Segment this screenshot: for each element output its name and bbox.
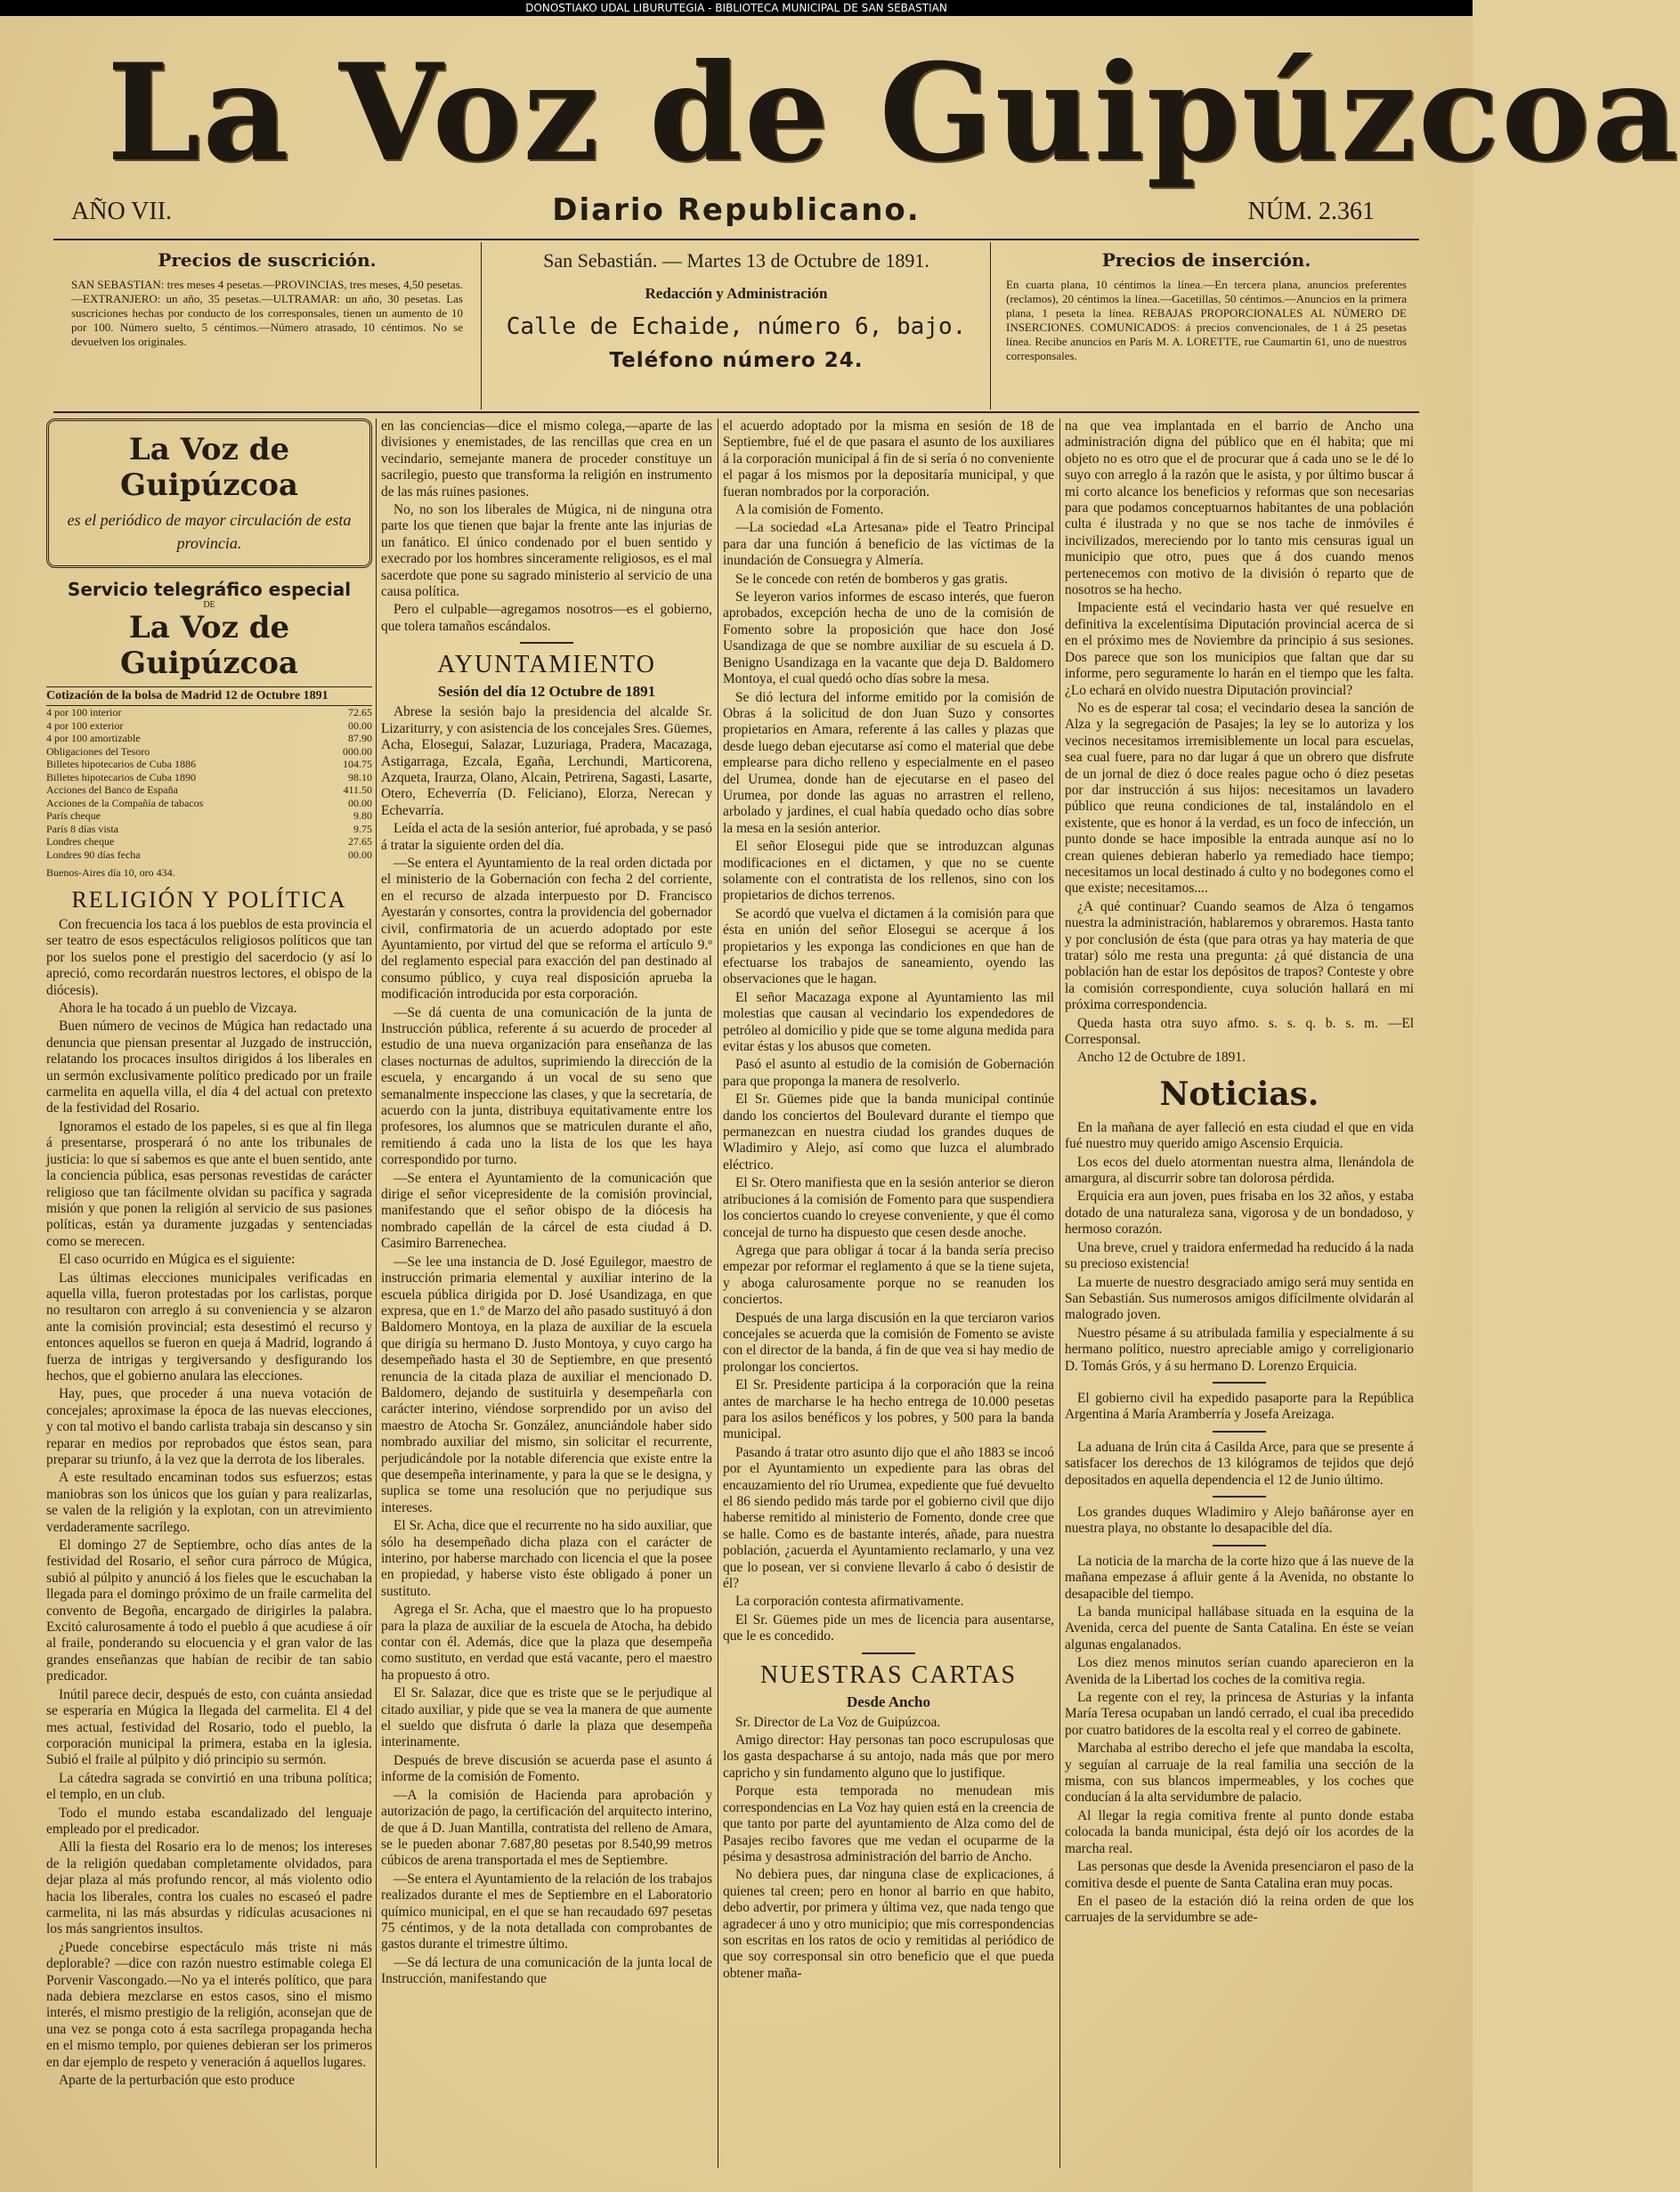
article-paragraph: Hay, pues, que proceder á una nueva votación de concejales; aproximase la época de las nuevas elecciones, y con tal motivo el bando carlista trabaja sin descanso y sin reparar en medios por reprobados que éstos sean, para preparar su triunfo, á la vez que la derrota de los liberales.	[46, 1386, 372, 1467]
news-item: La aduana de Irún cita á Casilda Arce, para que se presente á satisfacer los derechos de 13 kilógramos de tejidos que dejó depositados en aquella dependencia el 12 de Junio último.	[1065, 1439, 1414, 1488]
article-paragraph: Ancho 12 de Octubre de 1891.	[1077, 1050, 1246, 1066]
article-paragraph: Sr. Director de La Voz de Guipúzcoa.	[735, 1714, 941, 1730]
quote-name: Billetes hipotecarios de Cuba 1886	[46, 758, 196, 770]
phone-number: Teléfono número 24.	[609, 349, 864, 372]
quote-row	[46, 835, 372, 848]
issue-number: NÚM. 2.361	[1247, 198, 1375, 225]
article-paragraph: —Se lee una instancia de D. José Eguilegor, maestro de instrucción primaria elemental y auxiliar interino de la escuela pública dirigida por D. José Usandizaga, en que expresa, que en 1.º de Marzo del año pasado sustituyó á don Baldomero Montoya, en la plaza de auxiliar de la escuela que dirigía su hermano D. Justo Montoya, y cuyo cargo ha desempeñado hasta el 30 de Septiembre, en que presentó renuncia de la citada plaza de auxiliar el mencionado D. Baldomero, dejando de sustituirla y desempeñarla con carácter interino, viéndose sorprendido por un aviso del maestro de Atocha Sr. González, anunciándole haber sido nombrado auxiliar del mismo, sin solicitar el recurrente, perjudicándole por la notable diferencia que existe entre la que desempeña interinamente, y para la que se le designa, y suplica se tome una resolución que no perjudique sus intereses.	[381, 1254, 712, 1515]
article-paragraph: Después de breve discusión se acuerda pase el asunto á informe de la comisión de Fomento.	[381, 1752, 712, 1785]
article-paragraph: El domingo 27 de Septiembre, ocho días antes de la festividad del Rosario, el señor cura párroco de Múgica, subió al púlpito y anunció á los fieles que le escuchaban la llegada para el domingo próximo de un fraile carmelita del convento de Begoña, encargado de dirigirles la palabra. Excitó calurosamente á todo el pueblo á que acudiese á oír al fraile, ponderando su elocuencia y el gran valor de las grandes enseñanzas que habían de recibir de tan sabio predicador.	[46, 1538, 372, 1685]
article-paragraph: Buen número de vecinos de Múgica han redactado una denuncia que piensan presentar al Juzgado de instrucción, relatando los procaces insultos dirigidos á los liberales en un sermón exclusivamente político predicado por un fraile carmelita en aquella villa, el día 4 del actual con pretexto de la festividad del Rosario.	[46, 1019, 372, 1116]
article-paragraph: Pasando á tratar otro asunto dijo que el año 1883 se incoó por el Ayuntamiento un expediente para las obras del encauzamiento del río Urumea, expediente que fué devuelto el 86 siendo pedido más tarde por el gobierno civil que dijo haberse remitido al ministerio de Fomento, donde cree que se halle. Como es de bastante interés, añade, para nuestra población, ¿acuerda el Ayuntamiento reclamarlo, y una vez que lo posean, ver si conviene llevarlo á cabo ó desistir de él?	[723, 1444, 1054, 1592]
header-divider	[481, 242, 482, 410]
column-3	[723, 418, 1054, 2168]
quote-value: 9.75	[353, 822, 372, 835]
article-paragraph: El Sr. Güemes pide un mes de licencia para ausentarse, que le es concedido.	[723, 1612, 1054, 1644]
quote-value: 9.80	[353, 809, 372, 822]
section-separator	[520, 642, 573, 644]
article-paragraph: El Sr. Presidente participa á la corporación que la reina antes de marcharse le ha hecho entrega de 10.000 pesetas para los asilos benéficos y los pobres, y 500 para la banda municipal.	[723, 1377, 1054, 1442]
quote-table	[46, 706, 372, 861]
quote-row	[46, 797, 372, 810]
quote-name: Londres cheque	[46, 835, 115, 848]
news-item: Los diez menos minutos serían cuando aparecieron en la Avenida de la Libertad los coches de la comitiva regia.	[1065, 1655, 1414, 1687]
promo-title: La Voz de Guipúzcoa	[120, 432, 298, 503]
article-paragraph: El Sr. Güemes pide que la banda municipal continúe dando los conciertos del Boulevard durante el tiempo que permanezcan en nuestra ciudad los grandes duques de Wladimiro y Alejo, así como que luzca el alumbrado eléctrico.	[723, 1092, 1054, 1173]
quote-value: 00.00	[348, 796, 372, 809]
article-paragraph: Impaciente está el vecindario hasta ver qué resuelve en definitiva la excelentísima Diputación provincial acerca de si en el próximo mes de Noviembre da principio á sus sesiones. Dos parece que son los municipios que faltan que dar su informe, pero seguramente lo harán en el tiempo que les falta. ¿Lo echará en olvido nuestra Diputación provincial?	[1065, 600, 1414, 698]
article-paragraph: Allí la fiesta del Rosario era lo de menos; los intereses de la religión quedaban completamente olvidados, para dejar plaza al más profundo rencor, al más violento odio hacia los liberales, contra los cuales no escaseó el padre carmelita, ni las más absurdas y ridículas acusaciones ni los más sangrientos insultos.	[46, 1839, 372, 1937]
article-paragraph: Queda hasta otra suyo afmo. s. s. q. b. s. m. —El Corresponsal.	[1065, 1015, 1414, 1048]
article-paragraph: —A la comisión de Hacienda para aprobación y autorización de pago, la certificación del arquitecto interino, de que á D. Juan Mantilla, contratista del relleno de Amara, se le pueden abonar 7.687,80 pesetas por 8.540,99 metros cúbicos de arena transportada el mes de Septiembre.	[381, 1787, 712, 1869]
quote-value: 104.75	[343, 758, 372, 770]
quote-row	[46, 706, 372, 719]
column-1	[46, 418, 372, 2168]
admin-label: Redacción y Administración	[645, 285, 828, 302]
column-4	[1065, 418, 1414, 2168]
insertion-title: Precios de inserción.	[1101, 249, 1311, 271]
article-paragraph: —Se entera el Ayuntamiento de la comunicación que dirige el señor vicepresidente de la comisión provincial, manifestando que el señor obispo de la diócesis ha nombrado capellán de la cárcel de esta ciudad á D. Casimiro Barrenechea.	[381, 1170, 712, 1252]
session-title: Sesión del día 12 Octubre de 1891	[437, 683, 656, 701]
masthead-title: La Voz de Guipúzcoa	[107, 35, 1680, 191]
article-paragraph: —Se dá lectura de una comunicación de la junta local de Instrucción, manifestando que	[381, 1954, 712, 1987]
news-item: En la mañana de ayer falleció en esta ciudad el que en vida fué nuestro muy querido amigo Ascensio Erquicia.	[1065, 1119, 1414, 1152]
section-title-ayuntamiento: AYUNTAMIENTO	[437, 651, 656, 679]
article-paragraph: Aparte de la perturbación que esto produce	[59, 2073, 295, 2089]
quote-name: 4 por 100 interior	[46, 706, 122, 718]
article-paragraph: Ahora le ha tocado á un pueblo de Vizcaya.	[59, 1001, 297, 1017]
quote-row	[46, 771, 372, 784]
article-paragraph: Después de una larga discusión en la que terciaron varios concejales se acuerda que la comisión de Fomento se aviste con el director de la banda, á fin de que vea si hay medio de prolongar los conciertos.	[723, 1310, 1054, 1375]
promo-subtitle: es el periódico de mayor circulación de esta provincia.	[67, 511, 352, 552]
news-item: Marchaba al estribo derecho el jefe que mandaba la escolta, y seguían al carruaje de la real familia una sección de la misma, con sus blancos impermeables, y los coches que conducían á la alta servidumbre de palacio.	[1065, 1741, 1414, 1806]
quote-name: Billetes hipotecarios de Cuba 1890	[46, 770, 196, 783]
article-paragraph: Abrese la sesión bajo la presidencia del alcalde Sr. Lizariturry, y con asistencia de los concejales Sres. Güemes, Acha, Elosegui, Salazar, Luzuriaga, Pradera, Macazaga, Astigarraga, Ezcala, Egaña, Lerchundi, Marticorena, Azqueta, Iraurza, Olano, Alcain, Petrirena, Sagasti, Lasarte, Otero, Echeverría (D. Feliciano), Elorza, Nerecan y Echevarría.	[381, 704, 712, 818]
article-paragraph: ¿A qué continuar? Cuando seamos de Alza ó tengamos nuestra la administración, hablaremos y obraremos. Hasta tanto y por conclusión de ésta (que para otras ya hay materia de que tratar) sólo me resta una pregunta: ¿á qué distancia de una población han de estar los depósitos de trapos? Conteste y obre la comisión correspondiente, cuya solución hallará en mi próxima correspondencia.	[1065, 898, 1414, 1013]
news-item: Al llegar la regia comitiva frente al punto donde estaba colocada la banda municipal, ésta dejó oír los acordes de la marcha real.	[1065, 1807, 1414, 1856]
news-item: El gobierno civil ha expedido pasaporte para la República Argentina á María Aramberría y Josefa Areizaga.	[1065, 1390, 1414, 1423]
article-paragraph: Agrega el Sr. Acha, que el maestro que lo ha propuesto para la plaza de auxiliar de la escuela de Atocha, ha debido contar con él. Además, dice que la plaza que desempeña como sustituto, en verdad que está vacante, pero el maestro ha propuesto á otro.	[381, 1602, 712, 1683]
article-paragraph: El caso ocurrido en Múgica es el siguiente:	[59, 1252, 296, 1268]
news-item: Erquicia era aun joven, pues frisaba en los 32 años, y estaba dotado de una naturaleza sana, vigorosa y de un bondadoso, y hermoso corazón.	[1065, 1189, 1414, 1238]
article-paragraph: —La sociedad «La Artesana» pide el Teatro Principal para dar una función á beneficio de las víctimas de la inundación de Consuegra y Almería.	[723, 520, 1054, 569]
archive-banner: DONOSTIAKO UDAL LIBURUTEGIA - BIBLIOTECA MUNICIPAL DE SAN SEBASTIAN	[0, 0, 1473, 16]
article-paragraph: Pero el culpable—agregamos nosotros—es el gobierno, que tolera tamaños escándalos.	[381, 602, 712, 634]
news-separator	[1213, 1431, 1266, 1433]
header-rule	[53, 411, 1419, 413]
article-paragraph: La cátedra sagrada se convirtió en una tribuna política; el templo, en un club.	[46, 1770, 372, 1803]
article-paragraph: —Se dá cuenta de una comunicación de la junta de Instrucción pública, referente á su acuerdo de proceder al estudio de una nueva organización para enseñanza de las clases nocturnas de adultos, suprimiendo la dirección de la escuela, y encargando á un vocal de su seno que semanalmente inspeccione las clases, y que la secretaría, de acuerdo con la junta, distribuya equitativamente entre los profesores, los alumnos que se matriculen durante el año, remitiendo á cada uno la lista de los que les haya correspondido por turno.	[381, 1004, 712, 1168]
article-paragraph: Con frecuencia los taca á los pueblos de esta provincia el ser teatro de esos espectáculos religiosos políticos que tan por los suelos pone el prestigio del sacerdocio (y así lo apreció, como recordarán nuestros lectores, el obispo de la diócesis).	[46, 917, 372, 998]
article-paragraph: —Se entera el Ayuntamiento de la relación de los trabajos realizados durante el mes de Septiembre en el Laboratorio químico municipal, en el que se han recaudado 697 pesetas 75 céntimos, y de la nota detallada con comprobantes de gastos durante el trimestre último.	[381, 1871, 712, 1953]
insertion-text: En cuarta plana, 10 céntimos la línea.—En tercera plana, anuncios preferentes (reclamos), 20 céntimos la línea.—Gacetillas, 50 céntimos.—Anuncios en la primera plana, 1 peseta la línea. REBAJAS PROPORCIONALES AL NÚMERO DE INSERCIONES. COMUNICADOS: á precios convencionales, de 1 á 25 pesetas línea. Recibe anuncios en París M. A. LORETTE, rue Caumartin 61, uno de nuestros corresponsales.	[1006, 278, 1407, 362]
section-separator	[862, 1652, 915, 1654]
news-item: Los grandes duques Wladimiro y Alejo bañáronse ayer en nuestra playa, no obstante lo desapacible del día.	[1065, 1504, 1414, 1537]
quote-value: 98.10	[348, 770, 372, 783]
article-paragraph: Ignoramos el estado de los papeles, si es que al fin llega á presentarse, prosperará ó no ante los tribunales de justicia: lo que sí sabemos es que ante el buen sentido, ante la conciencia pública, esas personas revestidas de carácter religioso que tan fácilmente olvidan su pacífica y sagrada misión y que ponen la religión al servicio de sus pasiones políticas, están ya duramente juzgadas y sentenciadas como se merecen.	[46, 1118, 372, 1249]
header-rule	[53, 239, 1419, 240]
center-info-box	[499, 249, 974, 410]
quote-name: Acciones de la Compañía de tabacos	[46, 796, 204, 809]
news-item: La muerte de nuestro desgraciado amigo será muy sentida en San Sebastián. Sus numerosos amigos difícilmente olvidarán al malogrado joven.	[1065, 1274, 1414, 1323]
quote-row	[46, 745, 372, 759]
article-paragraph: No debiera pues, dar ninguna clase de explicaciones, á quienes tal creen; pero en honor al barrio en que habito, debo advertir, por primera y última vez, que nada tengo que agradecer á uno y otro municipio; que mis correspondencias son escritas en los ratos de ocio y remitidas al periódico de que soy corresponsal sin otro beneficio que el que pueda obtener maña-	[723, 1867, 1054, 1981]
masthead-subtitle: Diario Republicano.	[552, 192, 921, 228]
quote-row	[46, 732, 372, 745]
article-paragraph: —Se entera el Ayuntamiento de la real orden dictada por el ministerio de la Gobernación con fecha 2 del corriente, en el recurso de alzada interpuesto por D. Francisco Ayestarán y consortes, contra la providencia del gobernador civil, confirmatoria de un acuerdo adoptado por este Ayuntamiento, por virtud del que se reforma el artículo 9.º del reglamento especial para exacción del pan destinado al consumo público, y cuya real disposición aprueba la modificación introducida por esta corporación.	[381, 855, 712, 1003]
quote-value: 000.00	[343, 744, 372, 758]
article-paragraph: Las últimas elecciones municipales verificadas en aquella villa, fueron protestadas por los carlistas, porque no resultaron con arreglo á su conveniencia y se alzaron ante la comisión provincial; esta desestimó el recurso y entonces aquellos se fueron en queja á Madrid, logrando á fuerza de intrigas y tergiversando y desfigurando los hechos, que el gobierno anulara las elecciones.	[46, 1270, 372, 1384]
article-paragraph: Agrega que para obligar á tocar á la banda sería preciso empezar por reformar el reglamento á que se la tiene sujeta, y aboga calurosamente porque no se reanuden los conciertos.	[723, 1242, 1054, 1308]
news-item: Los ecos del duelo atormentan nuestra alma, llenándola de amargura, al discurrir sobre tan dolorosa pérdida.	[1065, 1154, 1414, 1187]
article-paragraph: El señor Macazaga expone al Ayuntamiento las mil molestias que causan al vecindario los expendedores de petróleo al domicilio y pide que se tome alguna medida para evitar éstas y los abusos que cometen.	[723, 989, 1054, 1055]
article-paragraph: el acuerdo adoptado por la misma en sesión de 18 de Septiembre, fué el de que pasara el asunto de los auxiliares á la corporación municipal á fin de si sería ó no conveniente el pagar á los mismos por la depositaría municipal, y que fueran nombrados por la corporación.	[723, 418, 1054, 499]
column-divider	[376, 418, 377, 2168]
news-item: Una breve, cruel y traidora enfermedad ha reducido á la nada su precioso existencia!	[1065, 1239, 1414, 1272]
article-paragraph: Leída el acta de la sesión anterior, fué aprobada, y se pasó á tratar la siguiente orden del día.	[381, 821, 712, 853]
article-paragraph: No es de esperar tal cosa; el vecindario desea la sanción de Alza y la segregación de Pasajes; la ley se lo autoriza y los vecinos necesitamos irremisiblemente un local para escuelas, sea cual fuere, para no dar lugar á que un obrero que disfrute de un jornal de diez ó doce reales pague ocho ó diez pesetas por dar instrucción á sus hijos: necesitamos un lavadero público que reuna condiciones de tal, instalándolo en el existente, que es honor á la verdad, es un foco de infección, un punto donde se hace imposible la entrada aunque así no lo crean quienes debieran haberlo ya remediado hace tiempo; necesitamos un local destinado á culto y no bodegones como el que existe; necesitamos....	[1065, 700, 1414, 897]
quote-row	[46, 719, 372, 733]
quote-table-title: Cotización de la bolsa de Madrid 12 de Octubre 1891	[46, 686, 372, 706]
subscription-text: SAN SEBASTIAN: tres meses 4 pesetas.—PROVINCIAS, tres meses, 4,50 pesetas.—EXTRANJERO: un año, 35 pesetas.—ULTRAMAR: un año, 30 pesetas. Las suscriciones hechas por conducto de los corresponsales, tienen un aumento de 10 por 100. Número suelto, 5 céntimos.—Número atrasado, 10 céntimos. No se devuelven los originales.	[71, 278, 463, 348]
news-separator	[1213, 1496, 1266, 1498]
news-separator	[1213, 1545, 1266, 1547]
article-paragraph: Se acordó que vuelva el dictamen á la comisión para que ésta en unión del señor Elosegui se acerque á los propietarios y les exponga las condiciones en que han de efectuarse los trabajos de saneamiento, oyendo las observaciones que le hagan.	[723, 905, 1054, 987]
article-paragraph: Inútil parece decir, después de esto, con cuánta ansiedad se esperaría en Múgica la llegada del carmelita. El 4 del mes actual, festividad del Rosario, todo el pueblo, la corporación municipal la primera, estaba en la iglesia. Subió el fraile al púlpito y dió principio su sermón.	[46, 1686, 372, 1768]
quote-name: 4 por 100 exterior	[46, 718, 124, 732]
news-item: Nuestro pésame á su atribulada familia y especialmente á su hermano político, nuestro apreciable amigo y correligionario D. Tomás Grós, y á su hermano D. Lorenzo Erquicia.	[1065, 1325, 1414, 1374]
office-address: Calle de Echaide, número 6, bajo.	[506, 313, 967, 340]
article-paragraph: El Sr. Acha, dice que el recurrente no ha sido auxiliar, que sólo ha desempeñado dicha plaza con el carácter de interino, por haberse marchado con licencia el que la posee en propiedad, y haberse visto éste obligado á poner un sustituto.	[381, 1518, 712, 1599]
article-paragraph: El Sr. Otero manifiesta que en la sesión anterior se dieron atribuciones á la comisión de Fomento para que suspendiera los conciertos cuando lo creyese conveniente, y que él como concejal de turno ha dispuesto que cesen desde anoche.	[723, 1175, 1054, 1240]
news-item: La noticia de la marcha de la corte hizo que á las nueve de la mañana empezase á afluir gente á la Avenida, no obstante lo desapacible del tiempo.	[1065, 1553, 1414, 1602]
news-item: La regente con el rey, la princesa de Asturias y la infanta María Teresa ocupaban un landó cerrado, el cual iba precedido por cuatro batidores de la escolta real y el correo de gabinete.	[1065, 1690, 1414, 1738]
article-paragraph: Amigo director: Hay personas tan poco escrupulosas que los gasta despacharse á su antojo, nada más que por mero capricho y sin fundamento alguno que lo justifique.	[723, 1733, 1054, 1781]
letters-origin: Desde Ancho	[847, 1693, 930, 1710]
quote-row	[46, 848, 372, 862]
quote-value: 00.00	[348, 848, 372, 861]
quote-name: Londres 90 días fecha	[46, 848, 141, 861]
quote-name: París 8 días vista	[46, 822, 118, 835]
quote-row	[46, 758, 372, 771]
telegraph-title: La Voz de Guipúzcoa	[120, 610, 298, 681]
quote-value: 72.65	[348, 706, 372, 718]
article-paragraph: Se le concede con retén de bomberos y gas gratis.	[735, 571, 1008, 587]
year-label: AÑO VII.	[71, 198, 173, 225]
subscription-title: Precios de suscrición.	[158, 249, 377, 271]
section-title-religion: RELIGIÓN Y POLÍTICA	[71, 887, 347, 913]
issue-date: San Sebastián. — Martes 13 de Octubre de 1891.	[543, 249, 929, 272]
article-paragraph: No, no son los liberales de Múgica, ni de ninguna otra parte los que tienen que bajar la frente ante las injurias de un fanático. El único condenado por el buen sentido y execrado por los hombres sinceramente religiosos, es el mal sacerdote que pone su sagrado ministerio al servicio de una causa política.	[381, 502, 712, 600]
promo-box	[46, 418, 372, 568]
quote-value: 27.65	[348, 835, 372, 848]
article-paragraph: Se dió lectura del informe emitido por la comisión de Obras á la solicitud de don Juan Suzo y consortes propietarios en Amara, referente á las calles y plazas que desde luego deban ejecutarse así como el material que debe emplearse para dicho relleno y especialmente en el paseo del Urumea, donde han de ejecutarse en el paseo del Urumea, por donde las aguas no arrastren el relleno, arbolado y jardines, el cual había quedado ocho días sobre la mesa en la sesión anterior.	[723, 689, 1054, 836]
insertion-box	[1006, 249, 1407, 410]
quote-value: 411.50	[343, 783, 372, 796]
article-paragraph: Porque esta temporada no menudean mis correspondencias en La Voz hay quien está en la creencia de que tanto por parte del ayuntamiento de Alza como del de Pasajes recibo favores que me vedan el ocuparme de la pésima y desastrosa administración del barrio de Ancho.	[723, 1783, 1054, 1864]
article-paragraph: Pasó el asunto al estudio de la comisión de Gobernación para que proponga la manera de resolverlo.	[723, 1057, 1054, 1089]
quote-name: Acciones del Banco de España	[46, 783, 178, 796]
article-paragraph: na que vea implantada en el barrio de Ancho una administración digna del público que en él habita; que mi objeto no es otro que el de procurar que á cada uno se le dé lo suyo con arreglo á la razón que le asista, y por último buscar á mi corto alcance los beneficios y reformas que son necesarias para que podamos conceptuarnos habitantes de una población culta é ilustrada y no que se nos tache de inmóviles é incivilizados, mereciendo por lo tanto mis censuras igual un municipio que otro, pues que á dos cuando menos pertenecemos con motivo de la división ó reparto que de nosotros se ha hecho.	[1065, 418, 1414, 598]
quote-row	[46, 809, 372, 823]
quote-footnote: Buenos-Aires día 10, oro 434.	[46, 866, 175, 879]
article-paragraph: en las conciencias—dice el mismo colega,—aparte de las divisiones y enemistades, de las rencillas que crea en un vecindario, semejante manera de proceder constituye un sacrilegio, puesto que transforma la religión en instrumento de las más ruines pasiones.	[381, 418, 712, 499]
telegraph-heading: Servicio telegráfico especial	[67, 579, 352, 600]
telegraph-de: DE	[203, 600, 215, 610]
column-divider	[1059, 418, 1060, 2168]
article-paragraph: A la comisión de Fomento.	[735, 502, 884, 518]
header-divider	[990, 242, 991, 410]
quote-name: Obligaciones del Tesoro	[46, 744, 150, 758]
section-title-noticias: Noticias.	[1159, 1075, 1319, 1113]
quote-row	[46, 823, 372, 836]
article-paragraph: La corporación contesta afirmativamente.	[735, 1594, 964, 1610]
article-paragraph: El señor Elosegui pide que se introduzcan algunas modificaciones en el dictamen, y que no se cuente solamente con el contratista de los rellenos, sino con los propietarios de dichos terrenos.	[723, 839, 1054, 904]
article-paragraph: A este resultado encaminan todos sus esfuerzos; estas maniobras son los únicos que los guían y para realizarlas, se valen de la religión y la explotan, con un atrevimiento verdaderamente sacrílego.	[46, 1470, 372, 1535]
column-2	[381, 418, 712, 2168]
article-paragraph: ¿Puede concebirse espectáculo más triste ni más deplorable? —dice con razón nuestro estimable colega El Porvenir Vascongado.—No ya el interés político, que para nada debiera mezclarse en estos casos, sino el mismo interés, el mismo prestigio de la religión, aconsejan que de una vez se ponga coto á esta sacrílega propaganda hecha en el mismo templo, por quienes debieran ser los primeros en dar ejemplo de respeto y veneración á aquellos lugares.	[46, 1939, 372, 2070]
article-paragraph: El Sr. Salazar, dice que es triste que se le perjudique al citado auxiliar, y pide que se vea la manera de que aumente el sueldo que disfruta ó darle la plaza que desempeña interinamente.	[381, 1685, 712, 1750]
article-paragraph: Todo el mundo estaba escandalizado del lenguaje empleado por el predicador.	[46, 1805, 372, 1837]
quote-name: 4 por 100 amortizable	[46, 732, 141, 744]
quote-value: 00.00	[348, 718, 372, 732]
quote-name: París cheque	[46, 809, 101, 822]
quote-value: 87.90	[348, 732, 372, 744]
news-item: Las personas que desde la Avenida presenciaron el paso de la comitiva desde el puente de Santa Catalina eran muy pocas.	[1065, 1859, 1414, 1891]
news-separator	[1213, 1382, 1266, 1384]
quote-row	[46, 783, 372, 797]
subscription-box	[71, 249, 463, 410]
section-title-cartas: NUESTRAS CARTAS	[759, 1660, 1018, 1689]
news-item: La banda municipal hallábase situada en la esquina de la Avenida, cerca del puente de Santa Catalina. En éste se veían algunas engalanados.	[1065, 1604, 1414, 1652]
article-paragraph: Se leyeron varios informes de escaso interés, que fueron aprobados, excepción hecha de uno de la comisión de Fomento sobre la proposición que hace don José Usandizaga de que se nombre auxiliar de su escuela á D. Benigno Usandizaga en la vacante que deja D. Baldomero Montoya, el cual quedó ocho días sobre la mesa.	[723, 589, 1054, 687]
news-item: En el paseo de la estación dió la reina orden de que los carruajes de la servidumbre se ade-	[1065, 1893, 1414, 1926]
